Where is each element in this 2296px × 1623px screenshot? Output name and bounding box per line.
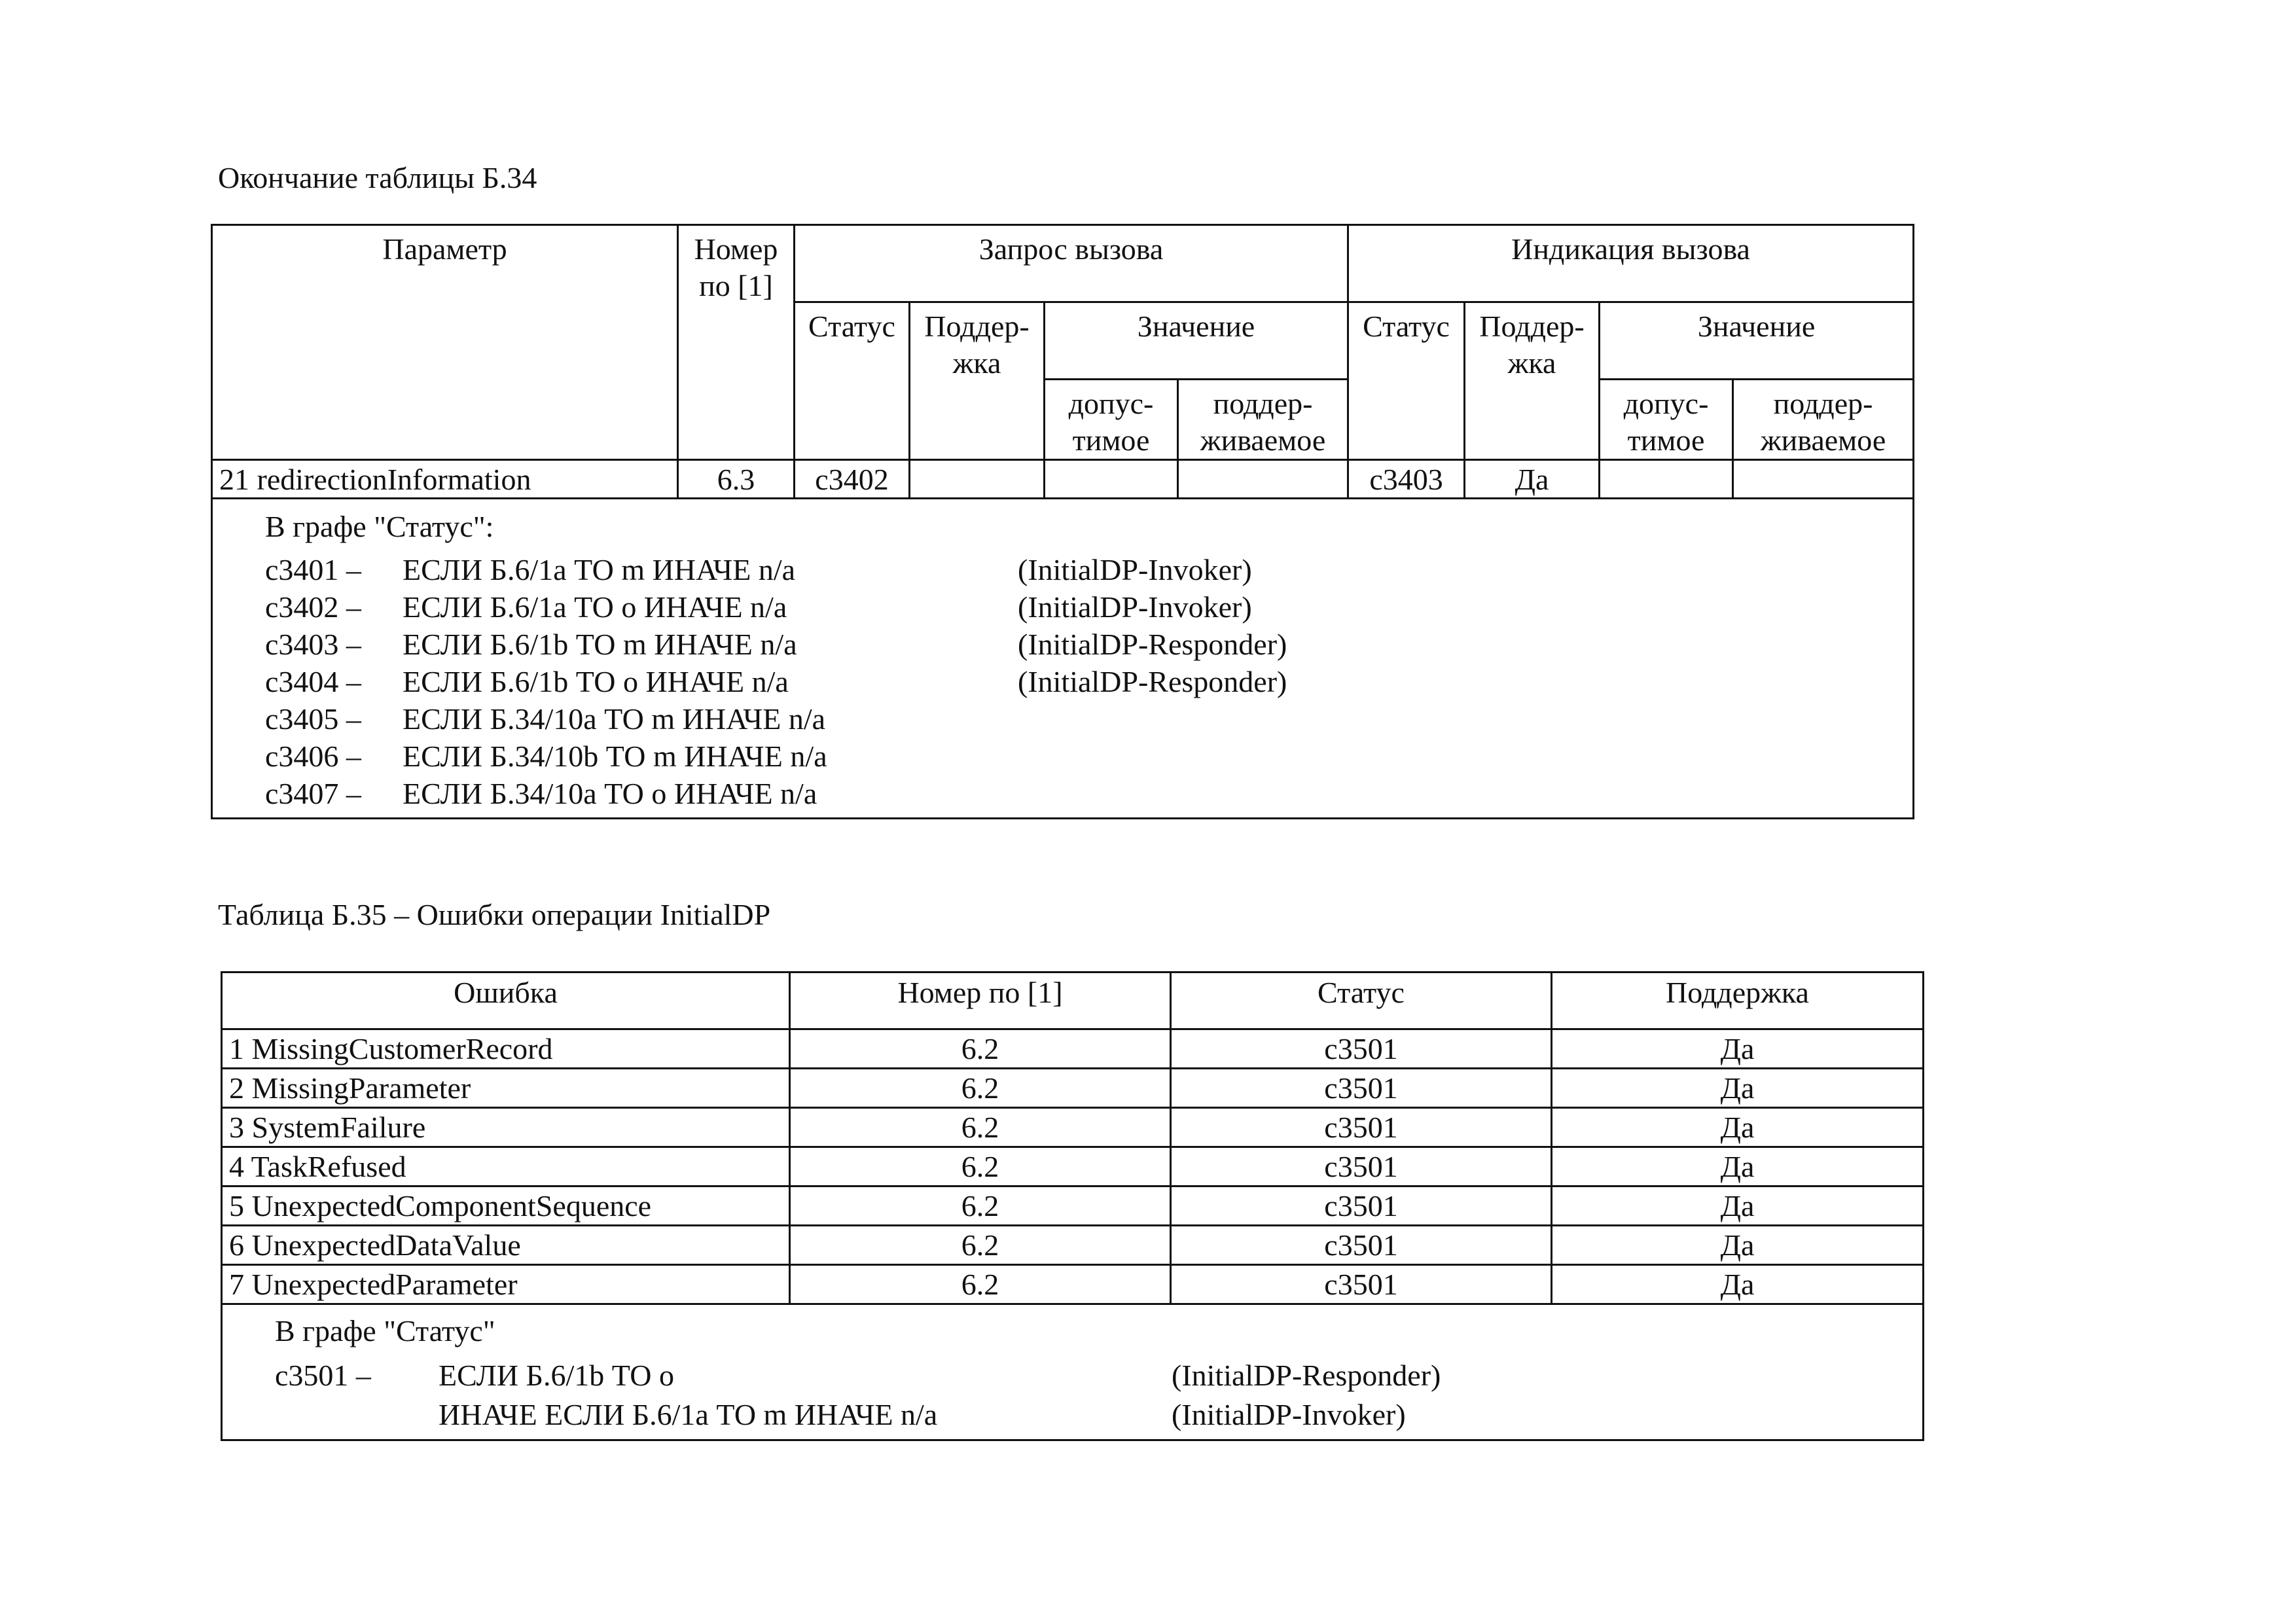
status-legend	[222, 1304, 1924, 1440]
cell-request-allowed	[1045, 460, 1178, 499]
header-call-request: Запрос вызова	[795, 225, 1348, 302]
cell-error: 3 SystemFailure	[222, 1108, 790, 1147]
cell-status: c3501	[1171, 1069, 1552, 1108]
cell-indication-supported	[1733, 460, 1914, 499]
header-indication-status: Статус	[1348, 302, 1465, 460]
legend-condition	[265, 663, 1912, 700]
cell-error: 1 MissingCustomerRecord	[222, 1029, 790, 1069]
condition-code: c3404 –	[265, 665, 361, 699]
table-row	[222, 1029, 1924, 1069]
cell-parameter: 21 redirectionInformation	[212, 460, 678, 499]
header-status: Статус	[1171, 972, 1552, 1029]
table-row	[222, 1226, 1924, 1265]
cell-request-supported	[1178, 460, 1348, 499]
header-call-indication: Индикация вызова	[1348, 225, 1914, 302]
header-indication-support: Поддер-жка	[1465, 302, 1600, 460]
condition-code: c3403 –	[265, 628, 361, 662]
cell-indication-allowed	[1600, 460, 1733, 499]
condition-role: (InitialDP-Invoker)	[1018, 553, 1252, 587]
cell-support: Да	[1552, 1108, 1924, 1147]
table-35-caption: Таблица Б.35 – Ошибки операции InitialDP	[218, 898, 771, 931]
header-request-supported: поддер-живаемое	[1178, 380, 1348, 460]
condition-role: (InitialDP-Responder)	[1018, 628, 1287, 662]
condition-role: (InitialDP-Responder)	[1172, 1358, 1441, 1392]
condition-code: c3501 –	[275, 1358, 371, 1392]
cell-number: 6.2	[790, 1147, 1171, 1186]
header-number: Номер по [1]	[678, 225, 795, 460]
table-row	[212, 460, 1914, 499]
legend-condition	[265, 775, 1912, 812]
table-row	[222, 1108, 1924, 1147]
cell-support: Да	[1552, 1147, 1924, 1186]
cell-support: Да	[1552, 1265, 1924, 1304]
cell-support: Да	[1552, 1029, 1924, 1069]
cell-status: c3501	[1171, 1108, 1552, 1147]
header-indication-allowed: допус-тимое	[1600, 380, 1733, 460]
cell-number: 6.2	[790, 1226, 1171, 1265]
cell-error: 6 UnexpectedDataValue	[222, 1226, 790, 1265]
cell-error: 5 UnexpectedComponentSequence	[222, 1186, 790, 1226]
cell-status: c3501	[1171, 1029, 1552, 1069]
legend-condition	[265, 700, 1912, 738]
condition-role: (InitialDP-Responder)	[1018, 665, 1287, 699]
condition-expression: ЕСЛИ Б.6/1b ТО o ИНАЧЕ n/a	[403, 665, 789, 699]
cell-error: 2 MissingParameter	[222, 1069, 790, 1108]
condition-expression: ЕСЛИ Б.34/10a ТО o ИНАЧЕ n/a	[403, 777, 817, 811]
condition-expression: ЕСЛИ Б.6/1a ТО m ИНАЧЕ n/a	[403, 553, 796, 587]
cell-number: 6.2	[790, 1108, 1171, 1147]
table-row	[222, 1186, 1924, 1226]
legend-line	[275, 1395, 1922, 1434]
cell-error: 7 UnexpectedParameter	[222, 1265, 790, 1304]
header-request-allowed: допус-тимое	[1045, 380, 1178, 460]
table-34-caption: Окончание таблицы Б.34	[218, 161, 537, 194]
condition-expression: ЕСЛИ Б.6/1a ТО o ИНАЧЕ n/a	[403, 590, 787, 624]
header-error: Ошибка	[222, 972, 790, 1029]
cell-indication-status: c3403	[1348, 460, 1465, 499]
condition-expression: ЕСЛИ Б.34/10a ТО m ИНАЧЕ n/a	[403, 702, 826, 736]
cell-status: c3501	[1171, 1147, 1552, 1186]
condition-code: c3401 –	[265, 553, 361, 587]
header-parameter: Параметр	[212, 225, 678, 460]
condition-expression: ЕСЛИ Б.6/1b ТО o	[439, 1358, 674, 1392]
header-number: Номер по [1]	[790, 972, 1171, 1029]
legend-title: В графе "Статус"	[275, 1314, 495, 1347]
cell-number: 6.2	[790, 1265, 1171, 1304]
condition-code: c3402 –	[265, 590, 361, 624]
header-request-value: Значение	[1045, 302, 1348, 380]
cell-number: 6.2	[790, 1069, 1171, 1108]
cell-number: 6.3	[678, 460, 795, 499]
legend-condition	[265, 551, 1912, 588]
condition-code: c3405 –	[265, 702, 361, 736]
cell-request-status: c3402	[795, 460, 910, 499]
table-35	[221, 971, 1924, 1441]
header-support: Поддержка	[1552, 972, 1924, 1029]
cell-support: Да	[1552, 1069, 1924, 1108]
cell-error: 4 TaskRefused	[222, 1147, 790, 1186]
table-row	[222, 1147, 1924, 1186]
condition-role: (InitialDP-Invoker)	[1172, 1397, 1406, 1431]
table-row	[222, 1265, 1924, 1304]
legend-line	[275, 1355, 1922, 1395]
condition-role: (InitialDP-Invoker)	[1018, 590, 1252, 624]
cell-status: c3501	[1171, 1226, 1552, 1265]
cell-number: 6.2	[790, 1186, 1171, 1226]
table-row	[222, 1069, 1924, 1108]
condition-code: c3407 –	[265, 777, 361, 811]
condition-expression: ЕСЛИ Б.34/10b ТО m ИНАЧЕ n/a	[403, 740, 827, 774]
header-request-status: Статус	[795, 302, 910, 460]
legend-condition	[265, 588, 1912, 626]
cell-number: 6.2	[790, 1029, 1171, 1069]
cell-status: c3501	[1171, 1186, 1552, 1226]
header-indication-supported: поддер-живаемое	[1733, 380, 1914, 460]
condition-code: c3406 –	[265, 740, 361, 774]
header-indication-value: Значение	[1600, 302, 1914, 380]
legend-condition	[265, 738, 1912, 775]
cell-indication-support: Да	[1465, 460, 1600, 499]
legend-condition	[265, 626, 1912, 663]
condition-expression: ИНАЧЕ ЕСЛИ Б.6/1a ТО m ИНАЧЕ n/a	[439, 1397, 938, 1431]
cell-request-support	[910, 460, 1045, 499]
cell-support: Да	[1552, 1186, 1924, 1226]
condition-expression: ЕСЛИ Б.6/1b ТО m ИНАЧЕ n/a	[403, 628, 797, 662]
table-34	[211, 224, 1914, 819]
cell-status: c3501	[1171, 1265, 1552, 1304]
header-request-support: Поддер-жка	[910, 302, 1045, 460]
status-legend	[212, 499, 1914, 819]
cell-support: Да	[1552, 1226, 1924, 1265]
legend-title: В графе "Статус":	[265, 510, 494, 544]
